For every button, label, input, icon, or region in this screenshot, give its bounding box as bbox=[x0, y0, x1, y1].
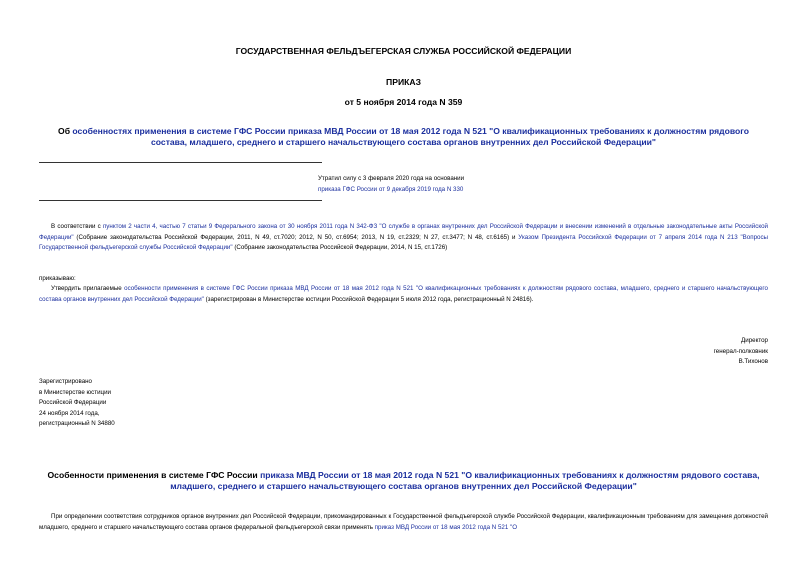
status-note-text: Утратил силу с 3 февраля 2020 года на основании bbox=[318, 175, 465, 182]
signature-block bbox=[568, 336, 768, 368]
doc-date-heading: от 5 ноября 2014 года N 359 bbox=[344, 97, 463, 107]
preamble-text: (Собрание законодательства Российской Федерации, 2014, N 15, ст.1726) bbox=[232, 244, 448, 251]
preamble-text: В соответствии с bbox=[51, 223, 103, 230]
order-521-link[interactable]: приказ МВД России от 18 мая 2012 года N 521 "О bbox=[374, 523, 518, 531]
order-text: (зарегистрирован в Министерстве юстиции Российской Федерации 5 июля 2012 года, регистрационный N 24816). bbox=[203, 295, 534, 303]
registration-line: Российской Федерации bbox=[39, 399, 107, 406]
registration-line: 24 ноября 2014 года, bbox=[39, 409, 100, 417]
signature-name: В.Тихонов bbox=[738, 358, 768, 365]
registration-line: в Министерстве юстиции bbox=[39, 388, 112, 396]
status-note bbox=[318, 174, 618, 195]
order-word: приказываю: bbox=[39, 275, 76, 282]
registration-line: регистрационный N 34880 bbox=[39, 420, 115, 427]
status-note-link[interactable]: приказа ГФС России от 9 декабря 2019 года N 330 bbox=[318, 185, 464, 193]
preamble-paragraph bbox=[39, 222, 768, 254]
features-link[interactable]: особенности применения в системе ГФС России приказа МВД России от 18 мая 2012 года N 521 "О квалификационных требованиях к должностям рядового состава, младшего, среднего и старшего начальствующего состава органов внутренних дел Российской Федерации" bbox=[39, 285, 768, 303]
signature-position: Директор bbox=[741, 337, 768, 344]
title-prefix: Об bbox=[58, 126, 73, 136]
document-title bbox=[40, 126, 767, 148]
separator-line bbox=[39, 200, 322, 201]
separator-line bbox=[39, 162, 322, 163]
agency-heading: ГОСУДАРСТВЕННАЯ ФЕЛЬДЪЕГЕРСКАЯ СЛУЖБА РОССИЙСКОЙ ФЕДЕРАЦИИ bbox=[235, 46, 572, 56]
title-link[interactable]: особенностях применения в системе ГФС России приказа МВД России от 18 мая 2012 года N 521 "О квалификационных требованиях к должностям рядового состава, младшего, среднего и старшего начальствующего состава органов внутренних дел Российской Федерации" bbox=[72, 126, 749, 147]
appendix-title bbox=[40, 470, 767, 492]
appendix-paragraph bbox=[39, 512, 768, 533]
decree-link[interactable]: Указом Президента Российской Федерации от 7 апреля 2014 года N 213 "Вопросы Государственной фельдъегерской службы Российской Федерации" bbox=[39, 233, 768, 251]
registration-block bbox=[39, 377, 289, 430]
preamble-text: (Собрание законодательства Российской Федерации, 2011, N 49, ст.7020; 2012, N 50, ст.6954; 2013, N 19, ст.2329; N 27, ст.3477; N 48, ст.6165) и bbox=[73, 233, 519, 241]
doc-type-heading: ПРИКАЗ bbox=[386, 77, 421, 87]
appendix-title-prefix: Особенности применения в системе ГФС России bbox=[47, 470, 261, 480]
appendix-text: При определении соответствия сотрудников органов внутренних дел Российской Федерации, прикомандированных к Государственной фельдъегерской службе Российской Федерации, квалификационным требованиям для замещения должностей младшего, среднего и старшего начальствующего состава органов федеральной фельдъегерской связи применять bbox=[39, 513, 768, 531]
order-text: Утвердить прилагаемые bbox=[51, 285, 125, 292]
appendix-title-link[interactable]: приказа МВД России от 18 мая 2012 года N 521 "О квалификационных требованиях к должностям рядового состава, младшего, среднего и старшего начальствующего состава органов внутренних дел Российской Федерации" bbox=[170, 470, 760, 491]
order-paragraph bbox=[39, 284, 768, 305]
signature-rank: генерал-полковник bbox=[713, 347, 768, 355]
law-link[interactable]: пунктом 2 части 4, частью 7 статьи 9 Федерального закона от 30 ноября 2011 года N 342-ФЗ "О службе в органах внутренних дел Российской Федерации и внесении изменений в отдельные законодательные акты Российской Федерации" bbox=[39, 223, 768, 241]
registration-line: Зарегистрировано bbox=[39, 378, 92, 385]
